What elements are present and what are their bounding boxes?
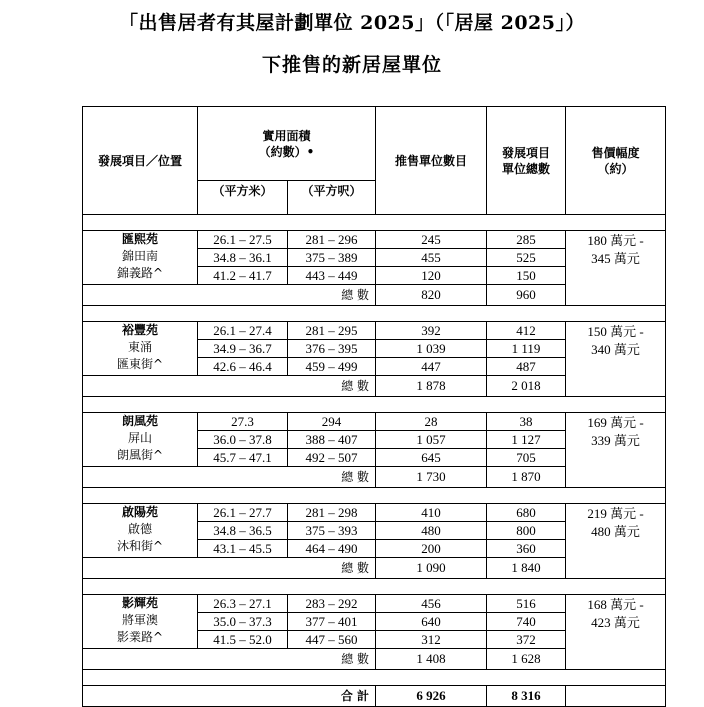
table-row xyxy=(83,231,666,249)
project-cell xyxy=(83,231,198,285)
project-location: 錦田南 xyxy=(121,249,158,263)
price-range-cell xyxy=(566,595,666,670)
header-area-line2: （約數）• xyxy=(258,144,315,159)
sqft-cell: 375 – 389 xyxy=(288,249,376,267)
grand-total-offered: 6 926 xyxy=(376,686,487,707)
project-location: 屏山 xyxy=(127,431,152,445)
sqft-cell: 376 – 395 xyxy=(288,340,376,358)
offered-cell: 245 xyxy=(376,231,487,249)
sqft-cell: 281 – 298 xyxy=(288,504,376,522)
sqm-cell: 43.1 – 45.5 xyxy=(198,540,288,558)
table-body xyxy=(83,215,666,707)
sqft-cell: 294 xyxy=(288,413,376,431)
document-subtitle: 下推售的新居屋單位 xyxy=(261,54,442,76)
spacer-row xyxy=(83,215,666,231)
sqft-cell: 447 – 560 xyxy=(288,631,376,649)
subtotal-offered: 1 090 xyxy=(376,558,487,579)
sqft-cell: 443 – 449 xyxy=(288,267,376,285)
sqft-cell: 377 – 401 xyxy=(288,613,376,631)
sqft-cell: 281 – 296 xyxy=(288,231,376,249)
subtotal-offered: 1 878 xyxy=(376,376,487,397)
offered-cell: 447 xyxy=(376,358,487,376)
total-units-cell: 705 xyxy=(487,449,566,467)
total-units-cell: 360 xyxy=(487,540,566,558)
total-units-cell: 740 xyxy=(487,613,566,631)
header-sqft: （平方呎） xyxy=(288,181,376,215)
offered-cell: 645 xyxy=(376,449,487,467)
sqm-cell: 41.2 – 41.7 xyxy=(198,267,288,285)
document-title: 「出售居者有其屋計劃單位 2025」（「居屋 2025」） xyxy=(119,12,585,34)
offered-cell: 312 xyxy=(376,631,487,649)
sqm-cell: 35.0 – 37.3 xyxy=(198,613,288,631)
offered-cell: 410 xyxy=(376,504,487,522)
subtotal-label: 總 數 xyxy=(83,558,376,579)
header-units-offered: 推售單位數目 xyxy=(376,107,487,215)
project-street: 影業路^ xyxy=(116,630,164,644)
offered-cell: 1 057 xyxy=(376,431,487,449)
spacer-row xyxy=(83,579,666,595)
spacer-cell xyxy=(83,488,666,504)
price-high: 480 萬元 xyxy=(591,524,640,539)
total-units-cell: 412 xyxy=(487,322,566,340)
spacer-cell xyxy=(83,397,666,413)
project-cell xyxy=(83,322,198,376)
sqm-cell: 26.3 – 27.1 xyxy=(198,595,288,613)
spacer-row xyxy=(83,306,666,322)
sqft-cell: 375 – 393 xyxy=(288,522,376,540)
header-price xyxy=(566,107,666,215)
sqft-cell: 459 – 499 xyxy=(288,358,376,376)
spacer-row xyxy=(83,488,666,504)
subtotal-label: 總 數 xyxy=(83,285,376,306)
offered-cell: 640 xyxy=(376,613,487,631)
project-location: 將軍澳 xyxy=(121,613,158,627)
grand-total-row xyxy=(83,686,666,707)
project-name: 影輝苑 xyxy=(121,596,158,610)
subtotal-offered: 1 408 xyxy=(376,649,487,670)
total-units-cell: 285 xyxy=(487,231,566,249)
grand-total-label: 合 計 xyxy=(83,686,376,707)
price-high: 423 萬元 xyxy=(591,615,640,630)
price-range-cell xyxy=(566,231,666,306)
price-range-cell xyxy=(566,413,666,488)
sqm-cell: 27.3 xyxy=(198,413,288,431)
sqm-cell: 34.9 – 36.7 xyxy=(198,340,288,358)
spacer-cell xyxy=(83,215,666,231)
sqft-cell: 464 – 490 xyxy=(288,540,376,558)
sqm-cell: 45.7 – 47.1 xyxy=(198,449,288,467)
sqm-cell: 41.5 – 52.0 xyxy=(198,631,288,649)
price-low: 168 萬元 - xyxy=(587,597,644,612)
price-low: 169 萬元 - xyxy=(587,415,644,430)
header-project: 發展項目／位置 xyxy=(83,107,198,215)
price-high: 345 萬元 xyxy=(591,251,640,266)
subtotal-total-units: 1 870 xyxy=(487,467,566,488)
project-cell xyxy=(83,504,198,558)
offered-cell: 120 xyxy=(376,267,487,285)
price-high: 339 萬元 xyxy=(591,433,640,448)
offered-cell: 456 xyxy=(376,595,487,613)
total-units-cell: 1 127 xyxy=(487,431,566,449)
table-header xyxy=(83,107,666,215)
project-name: 啟陽苑 xyxy=(121,505,158,519)
subtotal-total-units: 2 018 xyxy=(487,376,566,397)
table-row xyxy=(83,595,666,613)
table-row xyxy=(83,322,666,340)
subtotal-label: 總 數 xyxy=(83,376,376,397)
subtotal-label: 總 數 xyxy=(83,467,376,488)
total-units-cell: 38 xyxy=(487,413,566,431)
price-range-cell xyxy=(566,504,666,579)
total-units-cell: 487 xyxy=(487,358,566,376)
subtotal-total-units: 1 628 xyxy=(487,649,566,670)
spacer-row xyxy=(83,397,666,413)
header-total-units-line1: 發展項目 xyxy=(502,145,551,160)
spacer-cell xyxy=(83,579,666,595)
sqm-cell: 34.8 – 36.5 xyxy=(198,522,288,540)
total-units-cell: 680 xyxy=(487,504,566,522)
offered-cell: 28 xyxy=(376,413,487,431)
sqm-cell: 26.1 – 27.7 xyxy=(198,504,288,522)
project-name: 裕豐苑 xyxy=(121,323,158,337)
spacer-cell xyxy=(83,306,666,322)
total-units-cell: 150 xyxy=(487,267,566,285)
subtotal-total-units: 960 xyxy=(487,285,566,306)
project-street: 朗風街^ xyxy=(116,448,164,462)
header-area-line1: 實用面積 xyxy=(262,128,311,143)
total-units-cell: 800 xyxy=(487,522,566,540)
total-units-cell: 1 119 xyxy=(487,340,566,358)
sqft-cell: 281 – 295 xyxy=(288,322,376,340)
total-units-cell: 516 xyxy=(487,595,566,613)
project-street: 匯東街^ xyxy=(116,357,164,371)
price-low: 180 萬元 - xyxy=(587,233,644,248)
grand-total-price-empty xyxy=(566,686,666,707)
offered-cell: 455 xyxy=(376,249,487,267)
spacer-cell xyxy=(83,670,666,686)
offered-cell: 200 xyxy=(376,540,487,558)
sqm-cell: 34.8 – 36.1 xyxy=(198,249,288,267)
subtotal-offered: 1 730 xyxy=(376,467,487,488)
sqft-cell: 492 – 507 xyxy=(288,449,376,467)
sqm-cell: 26.1 – 27.4 xyxy=(198,322,288,340)
spacer-row xyxy=(83,670,666,686)
price-range-cell xyxy=(566,322,666,397)
header-total-units xyxy=(487,107,566,215)
price-high: 340 萬元 xyxy=(591,342,640,357)
project-location: 啟德 xyxy=(127,522,152,536)
offered-cell: 480 xyxy=(376,522,487,540)
subtotal-label: 總 數 xyxy=(83,649,376,670)
project-cell xyxy=(83,413,198,467)
project-location: 東涌 xyxy=(127,340,152,354)
offered-cell: 1 039 xyxy=(376,340,487,358)
units-table xyxy=(82,106,666,707)
sqm-cell: 42.6 – 46.4 xyxy=(198,358,288,376)
project-name: 朗風苑 xyxy=(121,414,158,428)
header-area xyxy=(198,107,376,181)
project-street: 錦義路^ xyxy=(116,266,164,280)
price-low: 219 萬元 - xyxy=(587,506,644,521)
total-units-cell: 372 xyxy=(487,631,566,649)
project-cell xyxy=(83,595,198,649)
subtotal-offered: 820 xyxy=(376,285,487,306)
project-name: 匯熙苑 xyxy=(121,232,158,246)
price-low: 150 萬元 - xyxy=(587,324,644,339)
subtotal-total-units: 1 840 xyxy=(487,558,566,579)
table-row xyxy=(83,413,666,431)
header-total-units-line2: 單位總數 xyxy=(502,161,551,176)
header-sqm: （平方米） xyxy=(198,181,288,215)
total-units-cell: 525 xyxy=(487,249,566,267)
header-price-line1: 售價幅度 xyxy=(591,146,640,160)
sqm-cell: 26.1 – 27.5 xyxy=(198,231,288,249)
offered-cell: 392 xyxy=(376,322,487,340)
sqft-cell: 283 – 292 xyxy=(288,595,376,613)
grand-total-units: 8 316 xyxy=(487,686,566,707)
table-row xyxy=(83,504,666,522)
sqft-cell: 388 – 407 xyxy=(288,431,376,449)
project-street: 沐和街^ xyxy=(116,539,164,553)
header-price-line2: （約） xyxy=(597,162,634,176)
sqm-cell: 36.0 – 37.8 xyxy=(198,431,288,449)
